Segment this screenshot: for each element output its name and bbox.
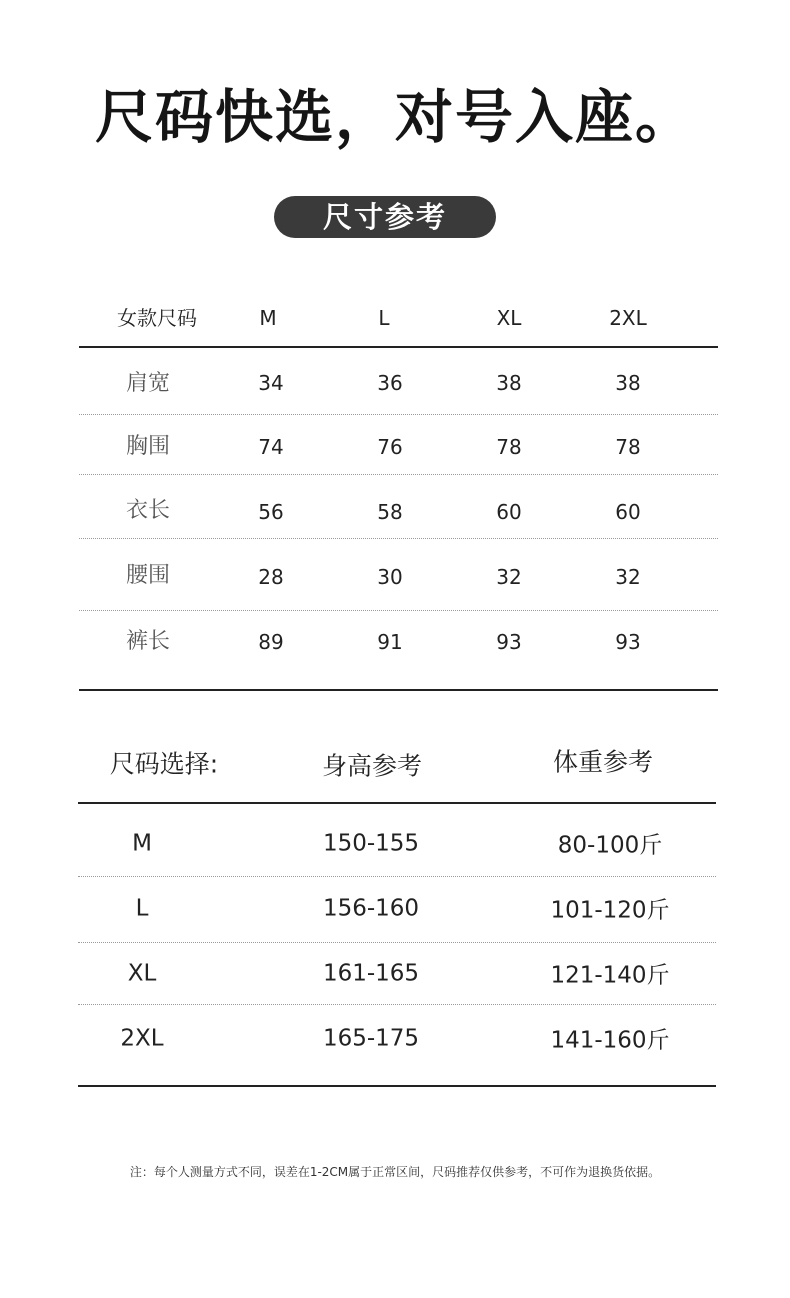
table-cell: 74 (258, 435, 284, 459)
table-cell: 91 (377, 630, 403, 654)
table-header-xl: XL (496, 306, 522, 330)
row-divider (78, 1004, 716, 1005)
row-label: 肩宽 (125, 371, 171, 396)
table-cell: 36 (377, 371, 403, 395)
row-label: 衣长 (125, 498, 171, 523)
table-cell: 32 (615, 565, 641, 589)
table-cell-size: XL (127, 960, 157, 987)
table-header-size: 女款尺码 (117, 306, 197, 330)
table-cell: 56 (258, 500, 284, 524)
row-divider (79, 414, 718, 415)
table-cell-height: 156-160 (322, 895, 420, 922)
table-cell: 38 (496, 371, 522, 395)
table-cell: 28 (258, 565, 284, 589)
row-divider (78, 876, 716, 877)
row-divider (79, 538, 718, 539)
table-cell: 32 (496, 565, 522, 589)
table-cell-size: 2XL (120, 1025, 164, 1052)
table-divider (79, 346, 718, 348)
table-header-m: M (259, 306, 277, 330)
size-reference-badge: 尺寸参考 (274, 196, 496, 238)
table-cell-height: 161-165 (322, 960, 420, 987)
table-header-weight: 体重参考 (552, 747, 654, 777)
table-cell-height: 165-175 (322, 1025, 420, 1052)
disclaimer-note: 注：每个人测量方式不同，误差在1-2CM属于正常区间，尺码推荐仅供参考，不可作为退换货依据。 (129, 1165, 661, 1179)
table-cell: 58 (377, 500, 403, 524)
row-divider (79, 474, 718, 475)
table-cell-height: 150-155 (322, 830, 420, 857)
table-cell: 60 (615, 500, 641, 524)
row-divider (78, 942, 716, 943)
page-title: 尺码快选，对号入座。 (94, 83, 695, 151)
table-header-height: 身高参考 (321, 751, 423, 781)
table-header-size-select: 尺码选择: (109, 749, 219, 779)
table-cell-weight: 121-140斤 (550, 962, 670, 989)
table-cell: 30 (377, 565, 403, 589)
row-label: 裤长 (125, 629, 171, 654)
table-cell: 38 (615, 371, 641, 395)
table-cell: 34 (258, 371, 284, 395)
table-bottom-rule (78, 1085, 716, 1087)
table-bottom-rule (79, 689, 718, 691)
table-header-2xl: 2XL (609, 306, 647, 330)
table-header-l: L (378, 306, 390, 330)
table-cell: 76 (377, 435, 403, 459)
table-cell-weight: 80-100斤 (557, 832, 663, 859)
table-divider (78, 802, 716, 804)
table-cell: 89 (258, 630, 284, 654)
row-label: 胸围 (125, 434, 171, 459)
table-cell: 93 (496, 630, 522, 654)
table-cell: 78 (496, 435, 522, 459)
table-cell-weight: 141-160斤 (550, 1027, 670, 1054)
table-cell: 78 (615, 435, 641, 459)
table-cell-size: L (135, 895, 149, 922)
table-cell: 93 (615, 630, 641, 654)
table-cell: 60 (496, 500, 522, 524)
table-cell-size: M (132, 830, 152, 857)
row-label: 腰围 (125, 563, 171, 588)
table-cell-weight: 101-120斤 (550, 897, 670, 924)
row-divider (79, 610, 718, 611)
